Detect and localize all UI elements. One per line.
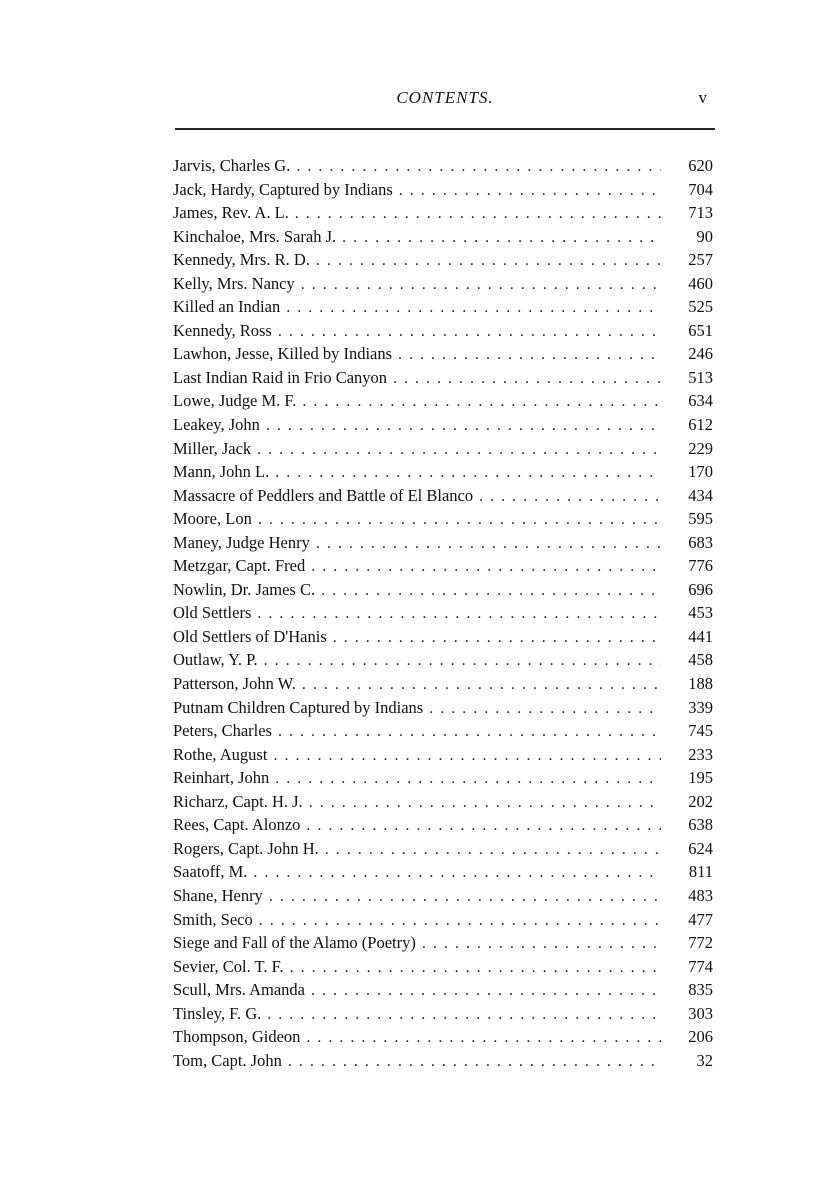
entry-page-number: 202: [688, 791, 713, 811]
entry-title: Rogers, Capt. John H.: [173, 838, 319, 858]
dot-leader: [479, 488, 661, 506]
contents-entry: [173, 792, 713, 816]
entry-title: James, Rev. A. L.: [173, 203, 289, 223]
entry-page-number: 460: [688, 273, 713, 293]
dot-leader: [342, 229, 661, 247]
entry-page-number: 257: [688, 250, 713, 270]
dot-leader: [309, 794, 661, 812]
entry-title: Saatoff, M.: [173, 862, 248, 882]
entry-page-number: 477: [688, 909, 713, 929]
contents-entry: [173, 344, 713, 368]
dot-leader: [264, 652, 661, 670]
contents-entry: [173, 533, 713, 557]
contents-entry: [173, 415, 713, 439]
entry-page-number: 525: [688, 297, 713, 317]
entry-page-number: 90: [696, 226, 713, 246]
dot-leader: [258, 511, 661, 529]
contents-entry: [173, 250, 713, 274]
dot-leader: [333, 629, 661, 647]
contents-entry: [173, 1027, 713, 1051]
contents-entry: [173, 650, 713, 674]
dot-leader: [429, 700, 661, 718]
entry-page-number: 651: [688, 320, 713, 340]
dot-leader: [302, 676, 661, 694]
contents-entry: [173, 274, 713, 298]
entry-page-number: 434: [688, 485, 713, 505]
entry-page-number: 620: [688, 156, 713, 175]
entry-page-number: 811: [688, 862, 713, 882]
entry-title: Old Settlers: [173, 603, 252, 623]
entry-page-number: 683: [688, 532, 713, 552]
entry-title: Moore, Lon: [173, 509, 252, 529]
contents-entry: [173, 509, 713, 533]
entry-title: Kennedy, Mrs. R. D.: [173, 250, 310, 270]
dot-leader: [275, 464, 661, 482]
contents-entry: [173, 180, 713, 204]
contents-entry: [173, 1004, 713, 1028]
entry-page-number: 441: [688, 626, 713, 646]
entry-title: Jack, Hardy, Captured by Indians: [173, 179, 393, 199]
dot-leader: [288, 1053, 661, 1071]
entry-page-number: 195: [688, 768, 713, 788]
contents-entry: [173, 839, 713, 863]
page-number: v: [698, 88, 707, 107]
dot-leader: [306, 817, 661, 835]
entry-page-number: 774: [688, 956, 713, 976]
entry-title: Peters, Charles: [173, 721, 272, 741]
page-title: CONTENTS.: [396, 88, 494, 107]
contents-entry: [173, 815, 713, 839]
entry-page-number: 32: [696, 1050, 713, 1070]
contents-entry: [173, 368, 713, 392]
entry-title: Leakey, John: [173, 415, 260, 435]
entry-page-number: 233: [688, 744, 713, 764]
entry-page-number: 246: [688, 344, 713, 364]
dot-leader: [296, 158, 661, 176]
entry-title: Reinhart, John: [173, 768, 270, 788]
entry-title: Maney, Judge Henry: [173, 532, 310, 552]
entry-title: Last Indian Raid in Frio Canyon: [173, 367, 388, 387]
entry-title: Nowlin, Dr. James C.: [173, 579, 316, 599]
contents-entry: [173, 745, 713, 769]
entry-title: Rothe, August: [173, 744, 268, 764]
dot-leader: [257, 441, 661, 459]
entry-title: Siege and Fall of the Alamo (Poetry): [173, 933, 416, 953]
dot-leader: [398, 346, 661, 364]
dot-leader: [253, 864, 661, 882]
entry-title: Miller, Jack: [173, 438, 252, 458]
entry-page-number: 634: [688, 391, 713, 411]
entry-page-number: 835: [688, 980, 713, 1000]
contents-entry: [173, 462, 713, 486]
entry-page-number: 339: [688, 697, 713, 717]
contents-entry: [173, 1051, 713, 1075]
contents-entry: [173, 203, 713, 227]
entry-page-number: 483: [688, 885, 713, 905]
entry-title: Kelly, Mrs. Nancy: [173, 273, 295, 293]
contents-entry: [173, 603, 713, 627]
entry-title: Putnam Children Captured by Indians: [173, 697, 424, 717]
entry-page-number: 624: [688, 838, 713, 858]
entry-title: Rees, Capt. Alonzo: [173, 815, 301, 835]
entry-title: Mann, John L.: [173, 462, 270, 482]
contents-entry: [173, 321, 713, 345]
contents-entry: [173, 886, 713, 910]
entry-page-number: 772: [688, 933, 713, 953]
entry-page-number: 170: [688, 462, 713, 482]
contents-entry: [173, 627, 713, 651]
entry-title: Massacre of Peddlers and Battle of El Blanco: [173, 485, 474, 505]
dot-leader: [267, 1006, 661, 1024]
dot-leader: [266, 417, 661, 435]
entry-title: Richarz, Capt. H. J.: [173, 791, 303, 811]
page-header: [175, 88, 715, 114]
entry-page-number: 188: [688, 674, 713, 694]
contents-entry: [173, 391, 713, 415]
contents-entry: [173, 674, 713, 698]
entry-title: Kinchaloe, Mrs. Sarah J.: [173, 226, 337, 246]
dot-leader: [399, 182, 661, 200]
entry-page-number: 776: [688, 556, 713, 576]
entry-page-number: 303: [688, 1003, 713, 1023]
dot-leader: [295, 205, 661, 223]
dot-leader: [422, 935, 661, 953]
entry-page-number: 696: [688, 579, 713, 599]
entry-page-number: 638: [688, 815, 713, 835]
dot-leader: [278, 323, 661, 341]
entry-title: Metzgar, Capt. Fred: [173, 556, 306, 576]
entry-title: Old Settlers of D'Hanis: [173, 626, 327, 646]
contents-entry: [173, 486, 713, 510]
entry-title: Jarvis, Charles G.: [173, 156, 291, 175]
entry-page-number: 206: [688, 1027, 713, 1047]
dot-leader: [316, 535, 661, 553]
entry-title: Killed an Indian: [173, 297, 281, 317]
header-divider: [175, 128, 715, 130]
dot-leader: [269, 888, 661, 906]
dot-leader: [278, 723, 661, 741]
contents-entry: [173, 156, 713, 180]
dot-leader: [393, 370, 661, 388]
contents-entry: [173, 227, 713, 251]
dot-leader: [273, 747, 661, 765]
contents-entry: [173, 768, 713, 792]
dot-leader: [302, 393, 661, 411]
contents-entry: [173, 910, 713, 934]
dot-leader: [290, 959, 661, 977]
dot-leader: [275, 770, 661, 788]
entry-title: Smith, Seco: [173, 909, 253, 929]
contents-entry: [173, 721, 713, 745]
dot-leader: [316, 252, 661, 270]
contents-entry: [173, 933, 713, 957]
entry-page-number: 229: [688, 438, 713, 458]
entry-title: Shane, Henry: [173, 885, 263, 905]
entry-title: Lowe, Judge M. F.: [173, 391, 297, 411]
entry-page-number: 595: [688, 509, 713, 529]
entry-page-number: 704: [688, 179, 713, 199]
entry-title: Tinsley, F. G.: [173, 1003, 262, 1023]
contents-entry: [173, 862, 713, 886]
entry-page-number: 713: [688, 203, 713, 223]
dot-leader: [311, 982, 661, 1000]
contents-entry: [173, 556, 713, 580]
entry-title: Outlaw, Y. P.: [173, 650, 258, 670]
dot-leader: [257, 605, 661, 623]
dot-leader: [306, 1029, 661, 1047]
dot-leader: [259, 912, 661, 930]
entry-page-number: 745: [688, 721, 713, 741]
contents-list: [173, 156, 713, 1074]
contents-entry: [173, 698, 713, 722]
dot-leader: [311, 558, 661, 576]
contents-entry: [173, 297, 713, 321]
entry-title: Lawhon, Jesse, Killed by Indians: [173, 344, 393, 364]
entry-page-number: 458: [688, 650, 713, 670]
contents-entry: [173, 957, 713, 981]
dot-leader: [301, 276, 661, 294]
contents-entry: [173, 439, 713, 463]
entry-title: Kennedy, Ross: [173, 320, 272, 340]
dot-leader: [325, 841, 661, 859]
contents-entry: [173, 580, 713, 604]
dot-leader: [321, 582, 661, 600]
entry-page-number: 453: [688, 603, 713, 623]
entry-title: Tom, Capt. John: [173, 1050, 282, 1070]
contents-entry: [173, 980, 713, 1004]
entry-page-number: 513: [688, 367, 713, 387]
entry-title: Sevier, Col. T. F.: [173, 956, 284, 976]
entry-page-number: 612: [688, 415, 713, 435]
dot-leader: [286, 299, 661, 317]
entry-title: Thompson, Gideon: [173, 1027, 301, 1047]
entry-title: Scull, Mrs. Amanda: [173, 980, 305, 1000]
entry-title: Patterson, John W.: [173, 674, 296, 694]
